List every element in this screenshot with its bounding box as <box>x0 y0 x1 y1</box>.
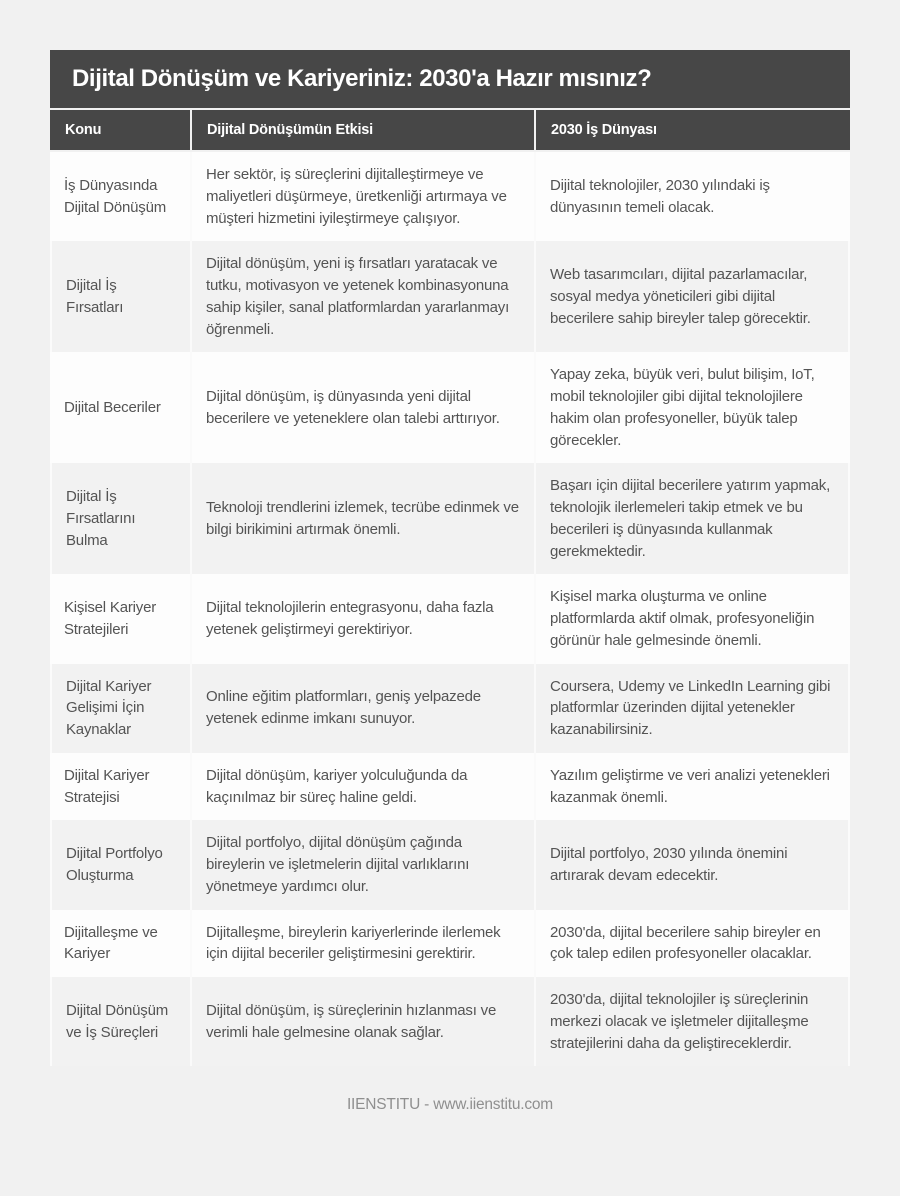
impact-cell: Dijital teknolojilerin entegrasyonu, daha fazla yetenek geliştirmeyi gerektiriyor. <box>190 574 534 663</box>
table-row <box>50 753 850 821</box>
future-cell: Dijital teknolojiler, 2030 yılındaki iş dünyasının temeli olacak. <box>534 152 850 241</box>
table-row <box>50 352 850 463</box>
impact-cell: Dijital dönüşüm, iş dünyasında yeni dijital becerilere ve yeteneklere olan talebi arttırıyor. <box>190 352 534 463</box>
table-row <box>50 910 850 978</box>
table-row <box>50 820 850 909</box>
impact-cell: Dijital dönüşüm, iş süreçlerinin hızlanması ve verimli hale gelmesine olanak sağlar. <box>190 977 534 1066</box>
impact-cell: Dijital portfolyo, dijital dönüşüm çağında bireylerin ve işletmelerin dijital varlıklarını yönetmeye yardımcı olur. <box>190 820 534 909</box>
future-cell: Dijital portfolyo, 2030 yılında önemini artırarak devam edecektir. <box>534 820 850 909</box>
table-row <box>50 152 850 241</box>
table-row <box>50 241 850 352</box>
table-row <box>50 574 850 663</box>
table-row <box>50 463 850 574</box>
topic-cell: Dijital Portfolyo Oluşturma <box>50 820 190 909</box>
future-cell: 2030'da, dijital teknolojiler iş süreçlerinin merkezi olacak ve işletmeler dijitalleşme stratejilerini daha da geliştireceklerdir. <box>534 977 850 1066</box>
topic-cell: Kişisel Kariyer Stratejileri <box>50 574 190 663</box>
table-row <box>50 664 850 753</box>
future-cell: Kişisel marka oluşturma ve online platformlarda aktif olmak, profesyoneliğin görünür hale gelmesinde önemli. <box>534 574 850 663</box>
impact-cell: Her sektör, iş süreçlerini dijitalleştirmeye ve maliyetleri düşürmeye, üretkenliği artırmaya ve müşteri hizmetini iyileştirmeye çalışıyor. <box>190 152 534 241</box>
impact-cell: Dijital dönüşüm, yeni iş fırsatları yaratacak ve tutku, motivasyon ve yetenek kombinasyonuna sahip kişiler, sanal platformlardan yararlanmayı öğrenmeli. <box>190 241 534 352</box>
table-body <box>50 152 850 1066</box>
future-cell: Web tasarımcıları, dijital pazarlamacılar, sosyal medya yöneticileri gibi dijital becerilere sahip bireyler talep görecektir. <box>534 241 850 352</box>
future-cell: 2030'da, dijital becerilere sahip bireyler en çok talep edilen profesyoneller olacaklar. <box>534 910 850 978</box>
impact-cell: Online eğitim platformları, geniş yelpazede yetenek edinme imkanı sunuyor. <box>190 664 534 753</box>
header-row <box>50 110 850 152</box>
table-header <box>50 110 850 152</box>
topic-cell: Dijital Beceriler <box>50 352 190 463</box>
topic-cell: Dijitalleşme ve Kariyer <box>50 910 190 978</box>
column-header-2030: 2030 İş Dünyası <box>534 110 850 152</box>
page-title: Dijital Dönüşüm ve Kariyeriniz: 2030'a Hazır mısınız? <box>50 50 850 108</box>
topic-cell: Dijital İş Fırsatları <box>50 241 190 352</box>
table-row <box>50 977 850 1066</box>
future-cell: Başarı için dijital becerilere yatırım yapmak, teknolojik ilerlemeleri takip etmek ve bu becerileri iş dünyasında kullanmak gerekmektedir. <box>534 463 850 574</box>
impact-cell: Dijitalleşme, bireylerin kariyerlerinde ilerlemek için dijital beceriler geliştirmesini gerektirir. <box>190 910 534 978</box>
impact-cell: Dijital dönüşüm, kariyer yolculuğunda da kaçınılmaz bir süreç haline geldi. <box>190 753 534 821</box>
future-cell: Coursera, Udemy ve LinkedIn Learning gibi platformlar üzerinden dijital yetenekler kazanabilirsiniz. <box>534 664 850 753</box>
topic-cell: Dijital Kariyer Gelişimi İçin Kaynaklar <box>50 664 190 753</box>
column-header-impact: Dijital Dönüşümün Etkisi <box>190 110 534 152</box>
future-cell: Yapay zeka, büyük veri, bulut bilişim, IoT, mobil teknolojiler gibi dijital teknolojilere hakim olan profesyoneller, büyük talep görecekler. <box>534 352 850 463</box>
footer-credit: IIENSTITU - www.iienstitu.com <box>346 1096 554 1114</box>
topic-cell: İş Dünyasında Dijital Dönüşüm <box>50 152 190 241</box>
column-header-topic: Konu <box>50 110 190 152</box>
topic-cell: Dijital Dönüşüm ve İş Süreçleri <box>50 977 190 1066</box>
impact-cell: Teknoloji trendlerini izlemek, tecrübe edinmek ve bilgi birikimini artırmak önemli. <box>190 463 534 574</box>
future-cell: Yazılım geliştirme ve veri analizi yetenekleri kazanmak önemli. <box>534 753 850 821</box>
topic-cell: Dijital İş Fırsatlarını Bulma <box>50 463 190 574</box>
topic-cell: Dijital Kariyer Stratejisi <box>50 753 190 821</box>
content-table <box>50 110 850 1066</box>
